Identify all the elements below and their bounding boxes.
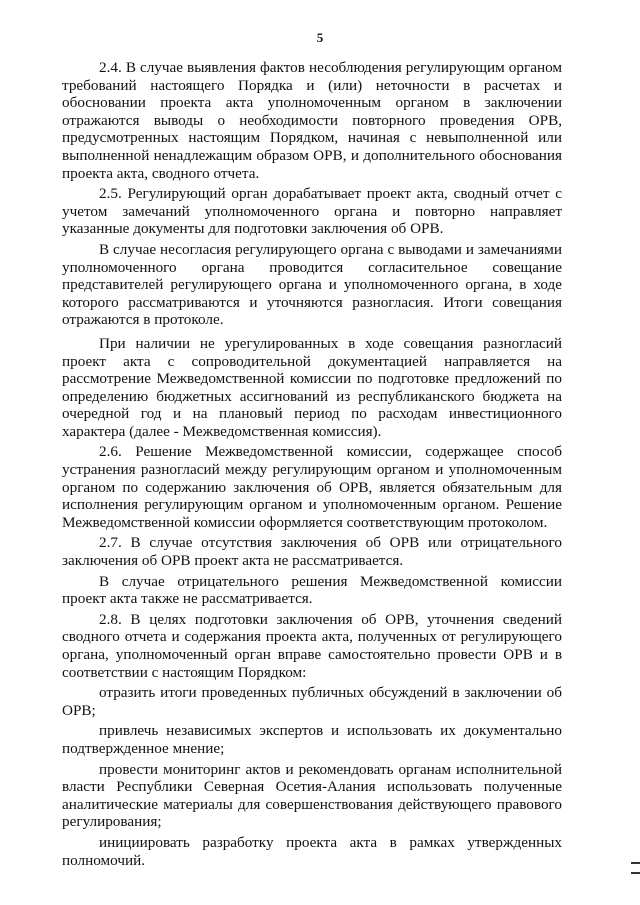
paragraph-2-5: 2.5. Регулирующий орган дорабатывает проект акта, сводный отчет с учетом замечаний уполномоченного органа и повторно направляет указанные документы для подготовки заключения об ОРВ. [62, 185, 562, 238]
paragraph-unresolved: При наличии не урегулированных в ходе совещания разногласий проект акта с сопроводительной документацией направляется на рассмотрение Межведомственной комиссии по подготовке предложений по определению бюджетных ассигнований из республиканского бюджета на очередной год и на плановый период по расходам инвестиционного характера (далее - Межведомственная комиссия). [62, 334, 562, 440]
list-item-reflect: отразить итоги проведенных публичных обсуждений в заключении об ОРВ; [62, 684, 562, 719]
list-item-initiate: инициировать разработку проекта акта в рамках утвержденных полномочий. [62, 833, 562, 869]
paragraph-disagreement: В случае несогласия регулирующего органа с выводами и замечаниями уполномоченного органа проводится согласительное совещание представителей регулирующего органа и уполномоченного органа, в ходе которого рассматриваются и уточняются разногласия. Итоги совещания отражаются в протоколе. [62, 240, 562, 329]
list-item-monitoring: провести мониторинг актов и рекомендовать органам исполнительной власти Республики Северная Осетия-Алания использовать полученные аналитические материалы для совершенствования действующего правового регулирования; [62, 760, 562, 831]
page-number: 5 [316, 30, 324, 45]
paragraph-negative-decision: В случае отрицательного решения Межведомственной комиссии проект акта также не рассматривается. [62, 572, 562, 608]
paragraph-2-7: 2.7. В случае отсутствия заключения об ОРВ или отрицательного заключения об ОРВ проект акта не рассматривается. [62, 534, 562, 570]
list-item-experts: привлечь независимых экспертов и использовать их документально подтвержденное мнение; [62, 722, 562, 757]
document-body [62, 59, 562, 872]
paragraph-2-4: 2.4. В случае выявления фактов несоблюдения регулирующим органом требований настоящего Порядка и (или) неточности в расчетах и обосновании проекта акта уполномоченным органом в заключении отражаются выводы о необходимости повторного проведения ОРВ, предусмотренных настоящим Порядком, начиная с невыполненной или выполненной ненадлежащим образом ОРВ, и дополнительного обоснования проекта акта, сводного отчета. [62, 59, 562, 182]
paragraph-2-6: 2.6. Решение Межведомственной комиссии, содержащее способ устранения разногласий между регулирующим органом и уполномоченным органом по содержанию заключения об ОРВ, является обязательным для исполнения регулирующим органом и уполномоченным органом. Решение Межведомственной комиссии оформляется соответствующим протоколом. [62, 443, 562, 531]
paragraph-2-8: 2.8. В целях подготовки заключения об ОРВ, уточнения сведений сводного отчета и содержания проекта акта, полученных от регулирующего органа, уполномоченный орган вправе самостоятельно провести ОРВ и в соответствии с настоящим Порядком: [62, 610, 562, 681]
scan-edge-mark [631, 862, 640, 864]
scan-edge-mark [631, 872, 640, 874]
